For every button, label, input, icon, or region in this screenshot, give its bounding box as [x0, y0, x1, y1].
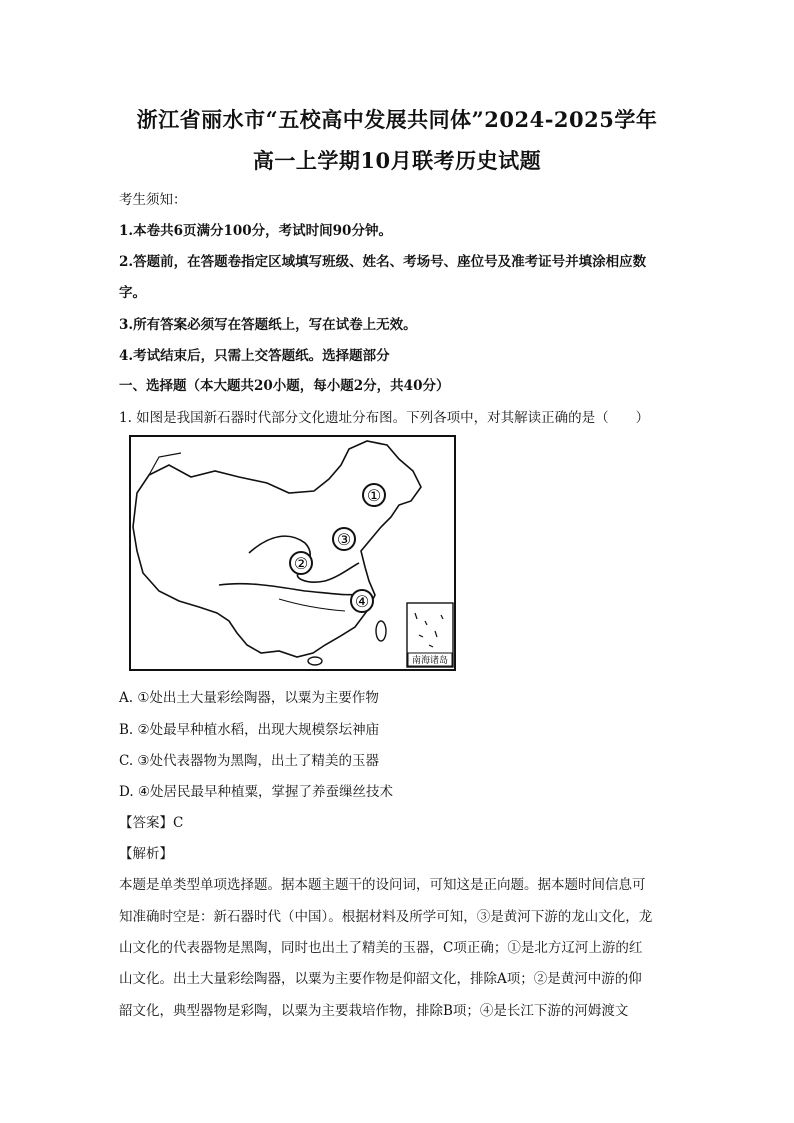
option-d: D. ④处居民最早种植粟，掌握了养蚕缫丝技术	[119, 784, 394, 800]
site-marker-3-label: ③	[336, 530, 352, 549]
analysis-line-5: 韶文化，典型器物是彩陶，以粟为主要栽培作物，排除B项；④是长江下游的河姆渡文	[119, 1003, 629, 1019]
notice-item-3: 3.所有答案必须写在答题纸上，写在试卷上无效。	[119, 317, 417, 333]
analysis-line-2: 知准确时空是：新石器时代（中国）。根据材料及所学可知，③是黄河下游的龙山文化，龙	[119, 909, 653, 925]
title-line-1: 浙江省丽水市“五校高中发展共同体”2024-2025学年	[136, 107, 658, 132]
notice-item-4: 4.考试结束后，只需上交答题纸。选择题部分	[119, 348, 390, 364]
option-a: A. ①处出土大量彩绘陶器，以粟为主要作物	[119, 690, 379, 706]
notice-item-2-cont: 字。	[119, 285, 146, 301]
site-marker-1	[363, 484, 385, 506]
notice-item-2: 2.答题前，在答题卷指定区域填写班级、姓名、考场号、座位号及准考证号并填涂相应数	[119, 254, 647, 270]
site-marker-1-label: ①	[366, 486, 382, 505]
analysis-line-1: 本题是单类型单项选择题。据本题主题干的设问词，可知这是正向题。据本题时间信息可	[119, 877, 646, 893]
map-figure	[129, 435, 456, 671]
site-marker-4	[351, 590, 373, 612]
site-marker-2	[290, 552, 312, 574]
neolithic-sites-map	[129, 435, 456, 671]
section-heading: 一、选择题（本大题共20小题，每小题2分，共40分）	[119, 378, 450, 394]
notice-heading: 考生须知：	[119, 192, 187, 208]
title-line-2: 高一上学期10月联考历史试题	[252, 148, 542, 173]
south-china-sea-inset	[407, 603, 453, 667]
site-marker-2-label: ②	[293, 554, 309, 573]
option-c: C. ③处代表器物为黑陶，出土了精美的玉器	[119, 753, 380, 769]
analysis-line-4: 山文化。出土大量彩绘陶器，以粟为主要作物是仰韶文化，排除A项；②是黄河中游的仰	[119, 971, 642, 987]
option-b: B. ②处最早种植水稻，出现大规模祭坛神庙	[119, 722, 380, 738]
inset-label: 南海诸岛	[411, 656, 449, 666]
analysis-line-3: 山文化的代表器物是黑陶，同时也出土了精美的玉器，C项正确；①是北方辽河上游的红	[119, 940, 643, 956]
answer: 【答案】C	[119, 815, 184, 831]
question-stem: 1. 如图是我国新石器时代部分文化遗址分布图。下列各项中，对其解读正确的是（ ）	[119, 410, 650, 426]
analysis-heading: 【解析】	[119, 846, 173, 862]
site-marker-3	[333, 528, 355, 550]
site-marker-4-label: ④	[354, 592, 370, 611]
notice-item-1: 1.本卷共6页满分100分，考试时间90分钟。	[119, 223, 392, 239]
